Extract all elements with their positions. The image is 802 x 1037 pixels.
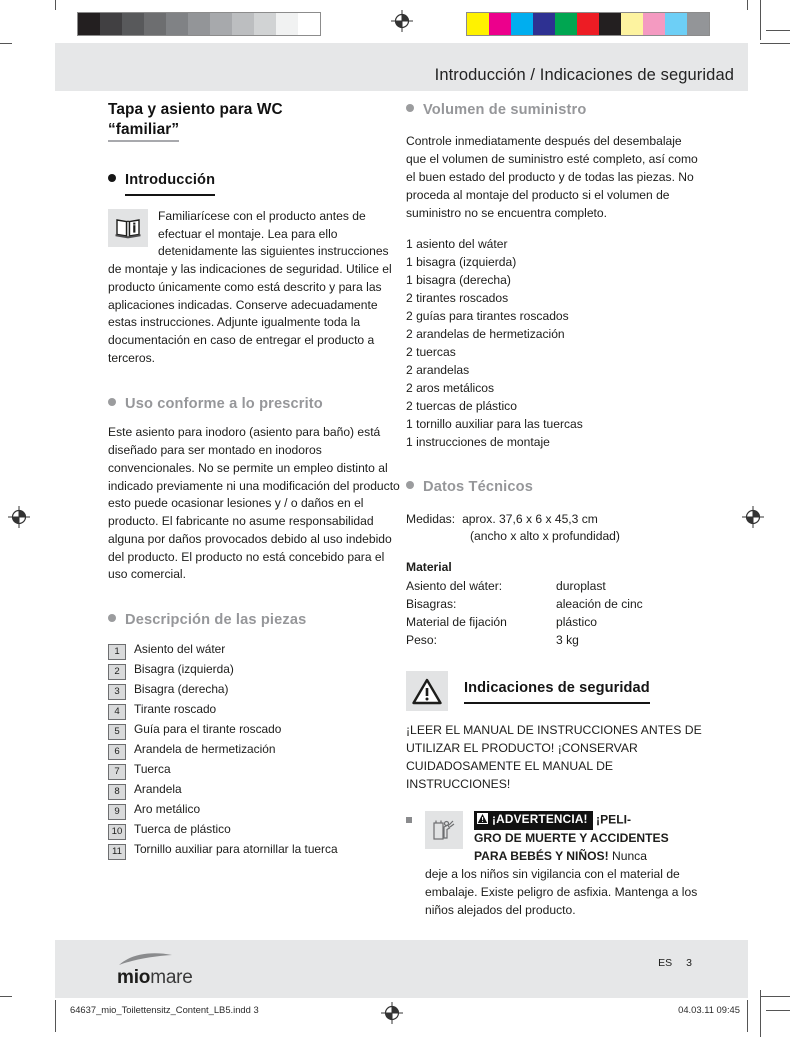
color-swatch-8: [643, 13, 665, 35]
grayscale-swatch-9: [276, 13, 298, 35]
part-number-box: 6: [108, 744, 126, 760]
grayscale-swatch-7: [232, 13, 254, 35]
material-heading: Material: [406, 559, 452, 574]
color-swatch-3: [533, 13, 555, 35]
section-heading-descripcion-piezas: [108, 610, 405, 631]
page-number: 3: [686, 957, 692, 969]
safety-heading-text: Indicaciones de seguridad: [464, 678, 650, 703]
part-label: Bisagra (izquierda): [134, 661, 234, 676]
part-label: Tuerca: [134, 761, 171, 776]
section-heading-datos-tecnicos: [406, 477, 703, 498]
color-swatch-6: [599, 13, 621, 35]
square-bullet-icon: [406, 817, 412, 823]
technical-value-right: plástico: [556, 614, 598, 629]
supply-list-item: 2 tuercas: [406, 345, 456, 360]
part-label: Bisagra (derecha): [134, 681, 229, 696]
grayscale-swatch-5: [188, 13, 210, 35]
part-list-item: [108, 642, 405, 660]
registration-mark-right: [742, 506, 764, 528]
warning-text: [474, 811, 669, 865]
heading-text: Datos Técnicos: [423, 479, 533, 496]
part-number-box: 5: [108, 724, 126, 740]
measures-sub: (ancho x alto x profundidad): [470, 529, 620, 544]
print-file-name: 64637_mio_Toilettensitz_Content_LB5.indd 3: [70, 1004, 259, 1015]
part-list-item: [108, 782, 405, 800]
grayscale-swatch-4: [166, 13, 188, 35]
part-number-box: 10: [108, 824, 126, 840]
technical-value-right: 3 kg: [556, 632, 579, 647]
advertencia-tag-label: ¡ADVERTENCIA!: [492, 812, 588, 827]
measures-value: aprox. 37,6 x 6 x 45,3 cm: [462, 511, 598, 526]
color-swatch-7: [621, 13, 643, 35]
grayscale-swatch-3: [144, 13, 166, 35]
left-column: [108, 100, 405, 862]
part-label: Aro metálico: [134, 801, 201, 816]
color-swatch-0: [467, 13, 489, 35]
technical-row: [406, 631, 703, 649]
right-column: [406, 100, 703, 920]
document-title-line2: “familiar”: [108, 120, 179, 143]
part-list-item: [108, 682, 405, 700]
document-title: [108, 100, 405, 142]
warning-bold-line3: PARA BEBÉS Y NIÑOS!: [474, 848, 609, 863]
page-number-block: [658, 957, 692, 969]
child-plastic-bag-icon: [425, 811, 463, 849]
technical-row: [406, 595, 703, 613]
crop-mark-bottom-right-v: [747, 1000, 748, 1032]
registration-mark-bottom: [381, 1002, 403, 1024]
supply-list-item: 2 arandelas: [406, 363, 470, 378]
heading-text: Introducción: [125, 170, 215, 195]
warning-triangle-icon: [406, 671, 448, 711]
grayscale-swatch-10: [298, 13, 320, 35]
part-number-box: 11: [108, 844, 126, 860]
technical-key: Peso:: [406, 632, 437, 647]
introduccion-body: [108, 208, 405, 368]
registration-mark-left: [8, 506, 30, 528]
technical-data-table: [406, 510, 703, 649]
heading-text: Volumen de suministro: [423, 102, 587, 118]
grayscale-swatch-1: [100, 13, 122, 35]
page-header-title: Introducción / Indicaciones de seguridad: [434, 66, 734, 84]
crop-mark-left-top-h: [0, 43, 12, 44]
section-uso-conforme: [108, 394, 405, 584]
advertencia-tag: [474, 811, 593, 830]
miomare-wordmark: [117, 968, 193, 987]
warning-bold-line2: GRO DE MUERTE Y ACCIDENTES: [474, 830, 669, 845]
section-introduccion: [108, 170, 405, 367]
technical-key: Bisagras:: [406, 596, 457, 611]
part-number-box: 8: [108, 784, 126, 800]
part-list-item: [108, 662, 405, 680]
safety-heading-row: [406, 671, 703, 711]
introduccion-text: Familiarícese con el producto antes de efectuar el montaje. Lea para ello detenidamente las siguientes instrucciones de montaje y las indicaciones de seguridad. Utilice el producto únicamente como está descrito y para las aplicaciones indicadas. Conserve adecuadamente estas instrucciones. Adjunte igualmente toda la documentación en caso de entregar el producto a terceros.: [108, 208, 392, 365]
section-heading-volumen-suministro: [406, 100, 703, 121]
grayscale-swatch-6: [210, 13, 232, 35]
bullet-dot-icon: [108, 614, 116, 622]
supply-list-item: 2 guías para tirantes roscados: [406, 309, 569, 324]
part-number-box: 7: [108, 764, 126, 780]
color-swatch-5: [577, 13, 599, 35]
warning-triangle-icon: [477, 812, 488, 829]
page-header-band: [55, 43, 748, 91]
process-color-bar: [466, 12, 710, 36]
crop-mark-right-mid-h: [766, 30, 790, 31]
bullet-dot-icon: [108, 398, 116, 406]
crop-mark-right-bottom-h: [760, 996, 790, 997]
print-timestamp: 04.03.11 09:45: [678, 1004, 740, 1015]
part-label: Tornillo auxiliar para atornillar la tuerca: [134, 841, 338, 856]
part-list-item: [108, 722, 405, 740]
color-swatch-4: [555, 13, 577, 35]
color-swatch-2: [511, 13, 533, 35]
part-label: Asiento del wáter: [134, 641, 226, 656]
warning-normal-lead: Nunca: [608, 848, 647, 863]
section-datos-tecnicos: [406, 477, 703, 649]
measures-row: [406, 510, 703, 528]
supply-list-item: 2 aros metálicos: [406, 381, 495, 396]
uso-conforme-text: Este asiento para inodoro (asiento para baño) está diseñado para ser montado en inodoros convencionales. No se permite un empleo distinto al indicado previamente ni una modificación del producto esto puede ocasionar lesiones y / o daños en el producto. El fabricante no asume responsabilidad alguna por daños provocados debido al uso indebido del producto. El producto no está concebido para el uso comercial.: [108, 425, 400, 582]
technical-row: [406, 577, 703, 595]
page-footer-band: [55, 940, 748, 998]
part-list-item: [108, 802, 405, 820]
technical-value: duroplast: [556, 578, 606, 593]
section-descripcion-piezas: [108, 610, 405, 859]
color-swatch-1: [489, 13, 511, 35]
color-swatch-10: [687, 13, 709, 35]
technical-value: aleación de cinc: [556, 596, 643, 611]
part-list-item: [108, 702, 405, 720]
technical-row: [406, 613, 703, 631]
crop-mark-top-left-v: [55, 0, 56, 10]
crop-mark-right-top-h: [760, 43, 790, 44]
section-indicaciones-seguridad: [406, 671, 703, 920]
brand-light: mare: [150, 967, 193, 988]
document-title-line1: Tapa y asiento para WC: [108, 101, 283, 118]
warning-rest-text: deje a los niños sin vigilancia con el material de embalaje. Existe peligro de asfixia. Mantenga a los niños alejados del producto.: [425, 867, 698, 917]
part-label: Guía para el tirante roscado: [134, 721, 282, 736]
supply-list-item: 1 asiento del wáter: [406, 237, 508, 252]
section-heading-uso-conforme: [108, 394, 405, 415]
supply-list-item: 2 arandelas de hermetización: [406, 327, 565, 342]
safety-caps-text: ¡LEER EL MANUAL DE INSTRUCCIONES ANTES DE UTILIZAR EL PRODUCTO! ¡CONSERVAR CUIDADOSAMENTE EL MANUAL DE INSTRUCCIONES!: [406, 723, 702, 791]
crop-mark-right-lower-v: [760, 990, 761, 1037]
part-number-box: 2: [108, 664, 126, 680]
part-label: Tuerca de plástico: [134, 821, 231, 836]
crop-mark-right-lower-h: [766, 1010, 790, 1011]
crop-mark-right-upper-v: [760, 0, 761, 40]
book-info-icon: [108, 209, 148, 247]
heading-text: Descripción de las piezas: [125, 612, 307, 629]
heading-text: Uso conforme a lo prescrito: [125, 395, 323, 412]
language-code: ES: [658, 957, 673, 969]
bullet-dot-icon: [108, 174, 116, 182]
supply-list-item: 1 instrucciones de montaje: [406, 435, 550, 450]
color-swatch-9: [665, 13, 687, 35]
part-list-item: [108, 842, 405, 860]
part-label: Arandela de hermetización: [134, 741, 276, 756]
part-number-box: 9: [108, 804, 126, 820]
technical-key: Asiento del wáter:: [406, 578, 503, 593]
section-volumen-suministro: [406, 100, 703, 451]
parts-list: [108, 642, 405, 860]
technical-key: Material de fijación: [406, 614, 507, 629]
measures-label: Medidas:: [406, 511, 456, 526]
part-list-item: [108, 822, 405, 840]
registration-mark-top: [391, 10, 413, 32]
part-number-box: 1: [108, 644, 126, 660]
crop-mark-bottom-left-v: [55, 1000, 56, 1032]
supply-list-item: 1 bisagra (izquierda): [406, 255, 517, 270]
volumen-suministro-text: Controle inmediatamente después del desembalaje que el volumen de suministro esté completo, así como el buen estado del producto y de todas las piezas. No proceda al montaje del producto si el volumen de suministro no se encuentra completo.: [406, 134, 698, 220]
part-list-item: [108, 742, 405, 760]
crop-mark-left-bottom-h: [0, 996, 12, 997]
bullet-dot-icon: [406, 104, 414, 112]
brand-bold: mio: [117, 967, 151, 988]
grayscale-swatch-0: [78, 13, 100, 35]
part-label: Tirante roscado: [134, 701, 217, 716]
part-label: Arandela: [134, 781, 182, 796]
grayscale-swatch-8: [254, 13, 276, 35]
part-number-box: 3: [108, 684, 126, 700]
miomare-logo: [117, 953, 193, 987]
supply-list-item: 1 bisagra (derecha): [406, 273, 511, 288]
warning-block: [406, 811, 703, 865]
bullet-dot-icon: [406, 481, 414, 489]
supply-items-list: [406, 235, 703, 451]
warning-bold-line1: ¡PELI-: [596, 812, 631, 827]
part-list-item: [108, 762, 405, 780]
crop-mark-top-right-v: [747, 0, 748, 10]
supply-list-item: 1 tornillo auxiliar para las tuercas: [406, 417, 583, 432]
grayscale-color-bar: [77, 12, 321, 36]
grayscale-swatch-2: [122, 13, 144, 35]
supply-list-item: 2 tuercas de plástico: [406, 399, 517, 414]
supply-list-item: 2 tirantes roscados: [406, 291, 509, 306]
section-heading-introduccion: [108, 170, 405, 195]
part-number-box: 4: [108, 704, 126, 720]
